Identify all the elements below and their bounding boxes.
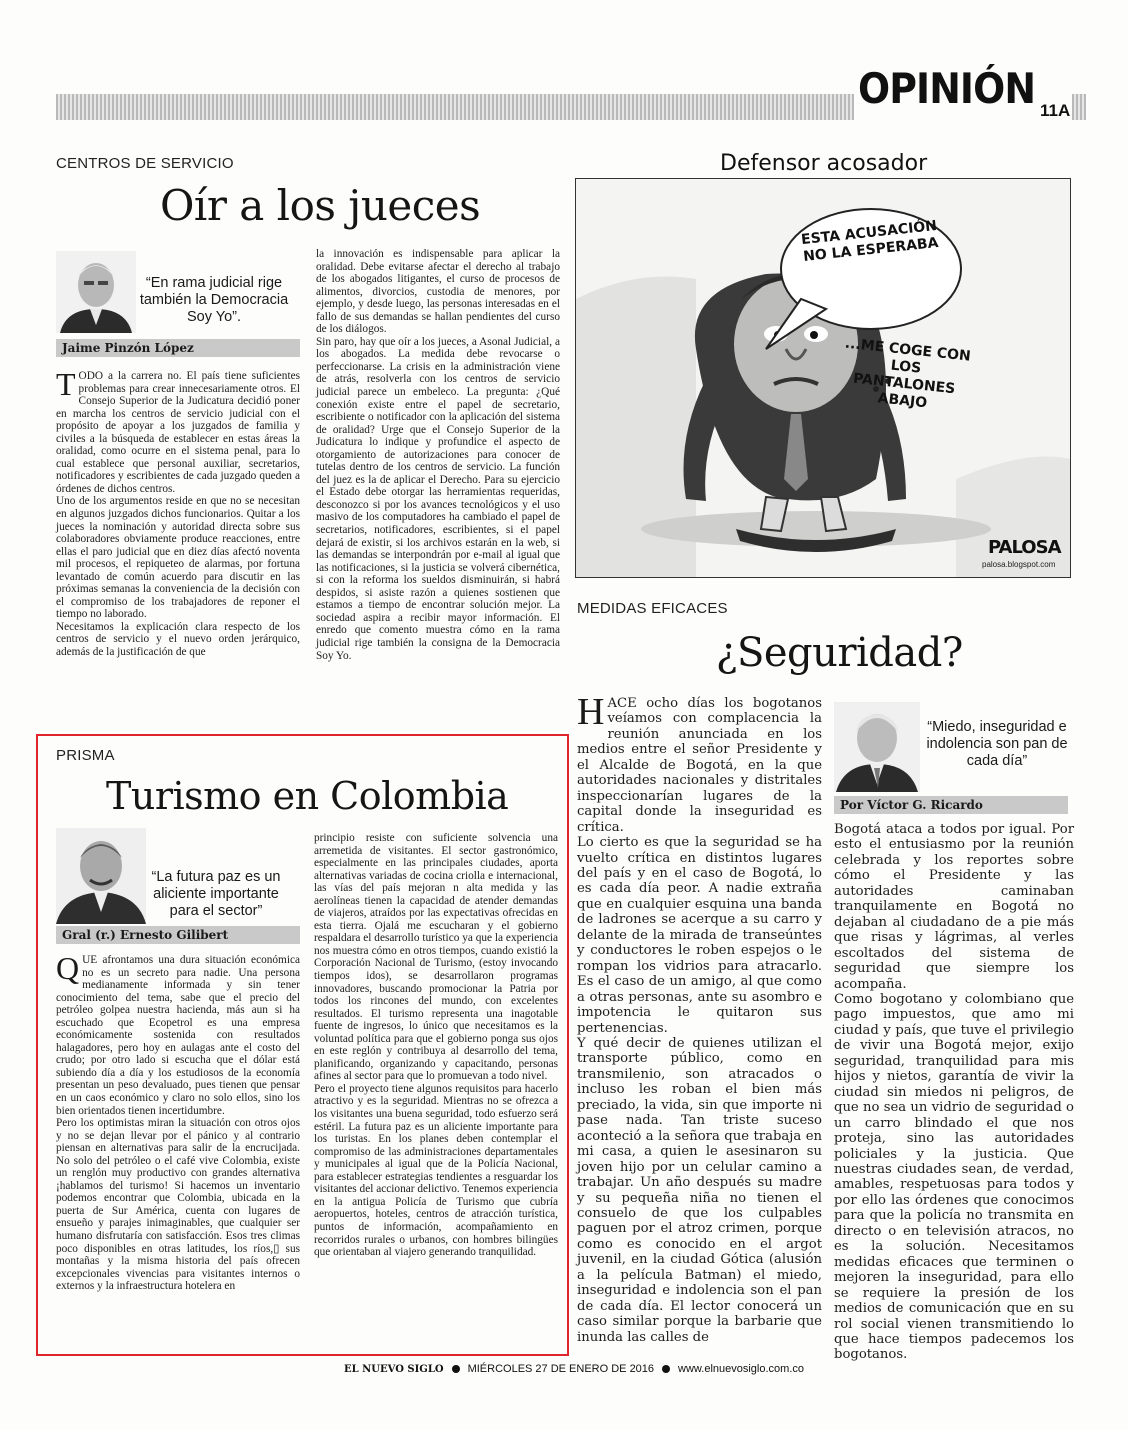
- article-turismo-col2: [314, 832, 558, 1259]
- header-band-right: [1072, 94, 1086, 120]
- cartoon-credit: palosa.blogspot.com: [982, 560, 1056, 569]
- footer-bullet-2: [662, 1365, 670, 1373]
- article-jueces-col2-text: la innovación es indispensable para aplicar la oralidad. Debe evitarse afectar el derecho al trabajo de los abogados litigantes, el curso de procesos de alimentos, divorcios, custodia de menores, por ejemplo, y desde luego, las personas interesadas en el fallo de sus demandas se hallan pendientes del curso de los diálogos. Sin paro, hay que oír a los jueces, a Asonal Judicial, a los abogados. La medida debe revocarse o perfeccionarse. La crisis en la administración viene de atrás, resolverla con los centros de servicio judicial parece un embeleco. La pregunta: ¿Qué conexión existe entre el papel de secretario, escribiente o notificador con la aplicación del sistema de oralidad? Urge que el Consejo Superior de la Judicatura lo indique y profundice el aspecto de otorgamiento de autorizaciones para conocer de tutelas dentro de los centros de servicio. La función del juez es la de aplicar el Derecho. Para su ejercicio el Estado debe otorgar las herramientas requeridas, desconozco si por los avances tecnológicos y el uso masivo de los computadores ha cambiado el papel de secretarios, notificadores, escribientes, si el papel dejará de existir, si los archivos estarán en la web, si las demandas se interpondrán por e-mail al igual que las notificaciones, si la justicia se volverá cibernética, si con la reforma los sueldos disminuirán, si habrá despidos, si asiste razón a quienes sostienen que estamos a tiempo de encontrar solución mejor. La sociedad aspira a recibir mayor información. El enredo que comento muestra cómo en la rama judicial rige también la consigna de la Democracia Soy Yo.: [316, 248, 560, 662]
- article-seguridad-col1: [577, 691, 822, 1345]
- article-seguridad-col2-text: Bogotá ataca a todos por igual. Por esto el entusiasmo por la reunión celebrada y los reportes sobre cómo el Presidente y las autoridades caminaban tranquilamente en Bogotá no dejaban al ciudadano de a pie más que risas y lágrimas, al verles escoltados del sistema de seguridad que siempre los acompaña. Como bogotano y colombiano que pago impuestos, que amo mi ciudad y país, que tuve el privilegio de vivir una Bogotá mejor, exijo seguridad, tranquilidad para mis hijos y nietos, garantía de vivir la ciudad sin miedos ni peligros, de que no sea un vidrio de seguridad o un carro blindado el que nos proteja, sino las autoridades policiales y la justicia. Que nuestras ciudades sean, de verdad, amables, respetuosas para todos y por ello las órdenes que conocimos para que la policía no transmita en directo o en televisión atracos, no es la solución. Necesitamos medidas eficaces que terminen o mejoren la inseguridad, para ello se requiere la presión de los medios de comunicación que en su rol social vienen transmitiendo lo que hace tiempos padecemos los bogotanos.: [834, 822, 1074, 1363]
- byline-pinzon: Jaime Pinzón López: [56, 339, 300, 357]
- section-title: OPINIÓN: [858, 64, 1036, 113]
- dropcap-h: H: [577, 691, 605, 733]
- byline-gilibert: Gral (r.) Ernesto Gilibert: [56, 926, 300, 944]
- header-band: [56, 94, 854, 120]
- author-photo-pinzon: [56, 251, 136, 333]
- headline-turismo: Turismo en Colombia: [106, 774, 509, 818]
- headline-seguridad: ¿Seguridad?: [716, 630, 963, 676]
- pull-quote-jueces: “En rama judicial rige también la Democracia Soy Yo”.: [139, 275, 289, 325]
- article-jueces-col1: [56, 366, 300, 659]
- footer-date: MIÉRCOLES 27 DE ENERO DE 2016: [467, 1363, 655, 1375]
- article-turismo-col1-text: UE afrontamos una dura situación económica no es un secreto para nadie. Una persona medianamente informada y sin tener conocimiento del tema, sabe que el precio del petróleo golpea nuestra hacienda, más aun si ha escuchado que Ecopetrol es una empresa económicamente sostenida con resultados halagadores, pero hoy en aulagas ante el costo del crudo; por otro lado si escucha que el dólar está subiendo día a día y los estudiosos de la economía presentan un peso devaluado, pues tienen que pensar en un caos económico y claro no solo ellos, sino los bien orientados tienen incertidumbre. Pero los optimistas miran la situación con otros ojos y no se dejan llevar por el pánico y al contrario piensan en alternativas para salir de la encrucijada. No solo del petróleo o el café vive Colombia, existe un renglón muy productivo con grandes alternativa ¡hablamos del turismo! Si hacemos un inventario podemos encontrar que Colombia, ubicada en la puerta de Sur América, cuenta con lugares de ensueño y parajes inimaginables, que cualquier ser humano disfrutaría con satisfacción. Esos tres climas poco disponibles en otras latitudes, los ríos,▯ sus montañas y la misma historia del país ofrecen excepcionales vivencias para visitantes internos o externos y la infraestructura hotelera en: [56, 954, 300, 1293]
- headline-jueces: Oír a los jueces: [160, 181, 481, 230]
- section-label-centros: CENTROS DE SERVICIO: [56, 155, 234, 172]
- article-jueces-col1-text: ODO a la carrera no. El país tiene suficientes problemas para crear innecesariamente otros. El Consejo Superior de la Judicatura decidió poner en marcha los centros de servicio judicial con el propósito de apoyar a los juzgados de familia y civiles a la búsqueda de establecer en estas áreas la oralidad, como ocurre en el sistema penal, para lo cual establece que personal auxiliar, secretarios, notificadores y escribientes de cada juzgado queden a órdenes de dichos centros. Uno de los argumentos reside en que no se necesitan en algunos juzgados dichos funcionarios. Quitar a los jueces la nominación y autoridad directa sobre sus colaboradores obviamente produce reacciones, entre ellas el paro judicial que en diez días afectó noventa mil procesos, el repiqueteo de alarmas, por fortuna levantado de común acuerdo para discutir en las próximas semanas la conveniencia de la decisión con el compromiso de los trabajadores de reponer el tiempo no laborado. Necesitamos la explicación clara respecto de los centros de servicio y el nuevo orden jerárquico, además de la justificación de que: [56, 370, 300, 659]
- pull-quote-seguridad: “Miedo, inseguridad e indolencia son pan de cada día”: [926, 719, 1068, 769]
- cartoon-title: Defensor acosador: [720, 151, 928, 176]
- article-seguridad-col1-text: ACE ocho días los bogotanos veíamos con complacencia la reunión anunciada en los medios entre el señor Presidente y el Alcalde de Bogotá, en la que autoridades nacionales y distritales inspeccionarían lugares de la capital donde la inseguridad es crítica. Lo cierto es que la seguridad se ha vuelto crítica en distintos lugares del país y en el caso de Bogotá, lo es cada día peor. A nadie extraña que en cualquier esquina una banda de ladrones se acerque a su carro y delante de la mirada de transeúntes y conductores le roben espejos o le rompan los vidrios para atracarlo. Es el caso de un amigo, al que como a otras personas, ante su asombro e impotencia le quitaron sus pertenencias. Y qué decir de quienes utilizan el transporte público, como en transmilenio, son atracados o incluso les roban el bien más preciado, la vida, sin que importe ni pase nada. Tan triste suceso aconteció a la señora que trabaja en mi casa, a quien le asesinaron su joven hijo por un celular camino a trabajar. Un año después su madre y su pequeña niña no tienen el consuelo de que los culpables paguen por el atroz crimen, porque como es conocido en el argot juvenil, en la ciudad Gótica (alusión a la película Batman) el miedo, inseguridad e indolencia son el pan de cada día. El lector conocerá un caso similar porque la barbarie que inunda las calles de: [577, 696, 822, 1345]
- article-turismo-col1: [56, 950, 300, 1293]
- footer-paper-name: EL NUEVO SIGLO: [344, 1363, 444, 1375]
- section-label-prisma: PRISMA: [56, 747, 115, 764]
- pull-quote-turismo: “La futura paz es un aliciente importante para el sector”: [151, 869, 281, 919]
- page-number: 11A: [1040, 101, 1071, 120]
- cartoon-bubble1-text: ESTA ACUSACIÓN NO LA ESPERABA: [800, 217, 940, 266]
- cartoon-bubble2-text: ...ME COGE CON LOS PANTALONES ABAJO: [844, 335, 972, 412]
- cartoon-signature: PALOSA: [988, 537, 1061, 558]
- footer: [344, 1363, 804, 1375]
- article-turismo-col2-text: principio resiste con suficiente solvencia una arremetida de visitantes. El sector gastronómico, especialmente en las principales ciudades, aporta alternativas variadas de cocina criolla e internacional, las vías del país mejoran n alta medida y las aerolíneas tienen la capacidad de atender demandas de viajeros, atraídos por las expectativas ofrecidas en esta tierra. Ojalá me escucharan y el gobierno respaldara el desarrollo turístico ya que la experiencia nos muestra cómo en otros tiempos, cuando existió la Corporación Nacional de Turismo, (estoy invocando tiempos idos), se desarrollaron programas innovadores, buscando promocionar la Patria por todos los rincones del mundo, con excelentes resultados. El turismo representa una inagotable fuente de ingresos, lo único que necesitamos es la voluntad política para que el gobierno ponga sus ojos en este regl​ón y contribuya al desarrollo del tema, planificando, organizando y capacitando, personas afines al sector para que lo promuevan a todo nivel. Pero el proyecto tiene algunos requisitos para hacerlo atractivo y es la seguridad. Mientras no se ofrezca a los visitantes una buena seguridad, todo esfuerzo será estéril. La futura paz es un aliciente importante para los turistas. En los planes deben contemplar el compromiso de las administraciones departamentales y municipales al igual que de la Policía Nacional, para establecer estrategias tendientes a resguardar los visitantes del accionar delictivo. Tenemos experiencia en la antigua Policía de Turismo que cubría aeropuertos, hoteles, centros de atracción turística, puntos de información, acompañamiento en recorridos rurales o urbanos, con hombres bilingües que orientaban al viajero generando tranquilidad.: [314, 832, 558, 1259]
- dropcap-q: Q: [56, 950, 80, 986]
- dropcap-t: T: [56, 366, 76, 402]
- article-jueces-col2: [316, 248, 560, 662]
- footer-url[interactable]: www.elnuevosiglo.com.co: [678, 1363, 804, 1375]
- footer-bullet-1: [452, 1365, 460, 1373]
- article-seguridad-col2: [834, 822, 1074, 1363]
- author-photo-ricardo: [834, 702, 920, 792]
- byline-ricardo: Por Víctor G. Ricardo: [834, 796, 1068, 814]
- section-label-medidas: MEDIDAS EFICACES: [577, 600, 728, 617]
- author-photo-gilibert: [56, 828, 146, 924]
